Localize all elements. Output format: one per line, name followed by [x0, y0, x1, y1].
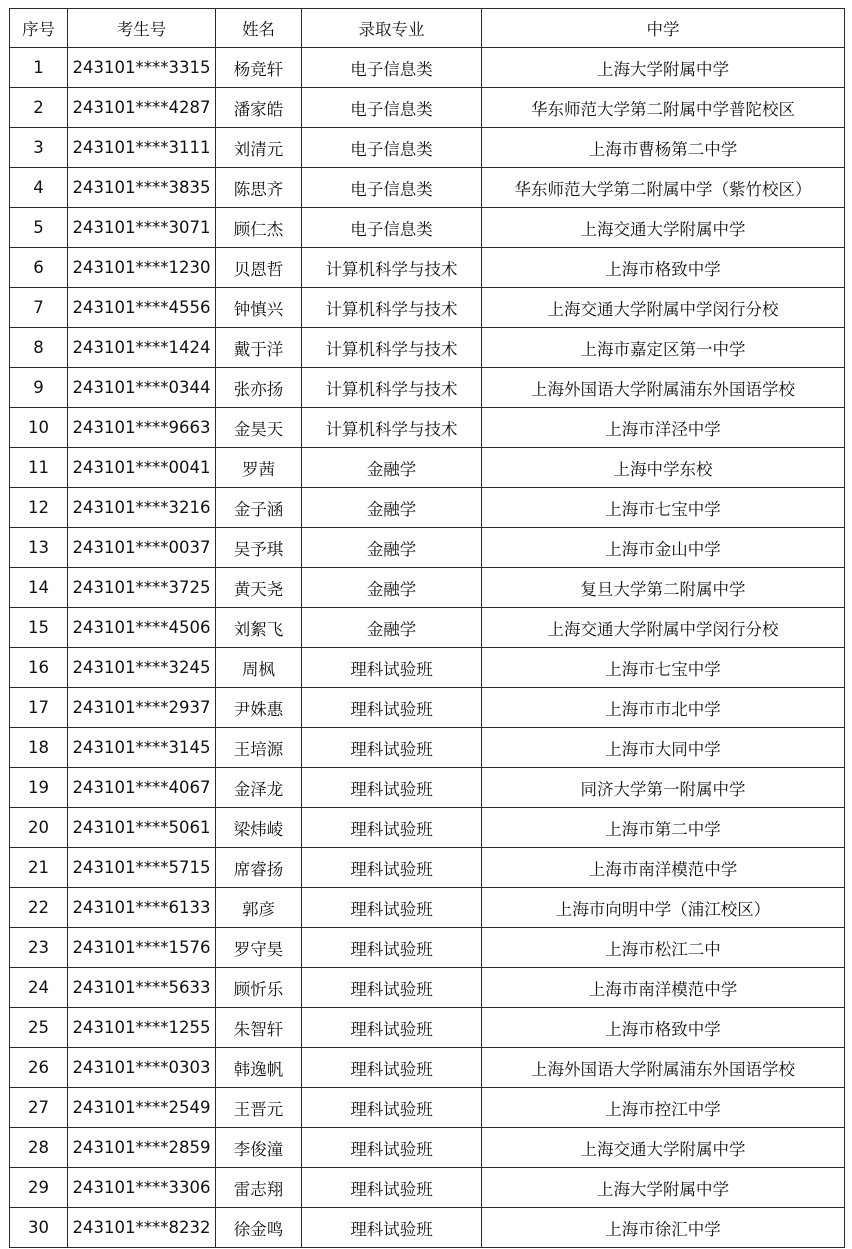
cell-name: 贝恩哲	[216, 248, 302, 288]
cell-major: 理科试验班	[302, 1128, 482, 1168]
cell-school: 上海市金山中学	[482, 528, 845, 568]
cell-school: 上海市南洋模范中学	[482, 968, 845, 1008]
cell-school: 复旦大学第二附属中学	[482, 568, 845, 608]
table-row	[10, 88, 845, 128]
cell-seq: 18	[10, 728, 68, 768]
table-row	[10, 568, 845, 608]
cell-candidate-id: 243101****0303	[68, 1048, 216, 1088]
cell-seq: 24	[10, 968, 68, 1008]
table-row	[10, 208, 845, 248]
cell-name: 徐金鸣	[216, 1208, 302, 1248]
cell-candidate-id: 243101****4067	[68, 768, 216, 808]
cell-candidate-id: 243101****3315	[68, 48, 216, 88]
cell-seq: 30	[10, 1208, 68, 1248]
cell-name: 罗茜	[216, 448, 302, 488]
cell-name: 杨竞轩	[216, 48, 302, 88]
cell-seq: 9	[10, 368, 68, 408]
cell-school: 上海外国语大学附属浦东外国语学校	[482, 368, 845, 408]
cell-seq: 15	[10, 608, 68, 648]
table-row	[10, 888, 845, 928]
cell-candidate-id: 243101****0037	[68, 528, 216, 568]
cell-school: 上海市曹杨第二中学	[482, 128, 845, 168]
cell-school: 上海交通大学附属中学闵行分校	[482, 608, 845, 648]
table-row	[10, 928, 845, 968]
header-major: 录取专业	[302, 9, 482, 48]
cell-name: 黄天尧	[216, 568, 302, 608]
cell-seq: 5	[10, 208, 68, 248]
cell-candidate-id: 243101****4556	[68, 288, 216, 328]
table-row	[10, 368, 845, 408]
cell-school: 上海大学附属中学	[482, 48, 845, 88]
cell-candidate-id: 243101****3306	[68, 1168, 216, 1208]
cell-major: 理科试验班	[302, 768, 482, 808]
cell-school: 上海外国语大学附属浦东外国语学校	[482, 1048, 845, 1088]
cell-name: 金泽龙	[216, 768, 302, 808]
cell-candidate-id: 243101****2937	[68, 688, 216, 728]
cell-name: 周枫	[216, 648, 302, 688]
cell-school: 上海市第二中学	[482, 808, 845, 848]
cell-major: 金融学	[302, 488, 482, 528]
table-row	[10, 488, 845, 528]
cell-school: 上海市七宝中学	[482, 648, 845, 688]
cell-major: 理科试验班	[302, 848, 482, 888]
cell-school: 上海市向明中学（浦江校区）	[482, 888, 845, 928]
table-row	[10, 448, 845, 488]
cell-school: 上海市格致中学	[482, 248, 845, 288]
cell-major: 理科试验班	[302, 928, 482, 968]
cell-school: 上海市市北中学	[482, 688, 845, 728]
cell-seq: 23	[10, 928, 68, 968]
cell-name: 郭彦	[216, 888, 302, 928]
cell-seq: 21	[10, 848, 68, 888]
cell-seq: 2	[10, 88, 68, 128]
cell-candidate-id: 243101****1230	[68, 248, 216, 288]
cell-school: 上海市嘉定区第一中学	[482, 328, 845, 368]
cell-seq: 1	[10, 48, 68, 88]
cell-school: 上海市洋泾中学	[482, 408, 845, 448]
cell-candidate-id: 243101****3145	[68, 728, 216, 768]
cell-school: 上海市松江二中	[482, 928, 845, 968]
cell-seq: 19	[10, 768, 68, 808]
cell-seq: 25	[10, 1008, 68, 1048]
table-row	[10, 808, 845, 848]
cell-major: 金融学	[302, 608, 482, 648]
cell-school: 上海交通大学附属中学	[482, 208, 845, 248]
table-row	[10, 48, 845, 88]
cell-school: 上海交通大学附属中学闵行分校	[482, 288, 845, 328]
cell-seq: 17	[10, 688, 68, 728]
cell-major: 计算机科学与技术	[302, 248, 482, 288]
cell-candidate-id: 243101****4506	[68, 608, 216, 648]
cell-candidate-id: 243101****1576	[68, 928, 216, 968]
cell-major: 金融学	[302, 448, 482, 488]
cell-seq: 4	[10, 168, 68, 208]
cell-seq: 8	[10, 328, 68, 368]
cell-candidate-id: 243101****3835	[68, 168, 216, 208]
cell-major: 计算机科学与技术	[302, 328, 482, 368]
cell-major: 理科试验班	[302, 808, 482, 848]
cell-name: 王培源	[216, 728, 302, 768]
header-seq: 序号	[10, 9, 68, 48]
cell-seq: 22	[10, 888, 68, 928]
cell-name: 金子涵	[216, 488, 302, 528]
cell-candidate-id: 243101****5715	[68, 848, 216, 888]
cell-seq: 3	[10, 128, 68, 168]
cell-name: 罗守昊	[216, 928, 302, 968]
cell-name: 王晋元	[216, 1088, 302, 1128]
cell-school: 同济大学第一附属中学	[482, 768, 845, 808]
cell-candidate-id: 243101****3216	[68, 488, 216, 528]
cell-seq: 26	[10, 1048, 68, 1088]
cell-seq: 11	[10, 448, 68, 488]
cell-name: 钟慎兴	[216, 288, 302, 328]
cell-school: 上海市七宝中学	[482, 488, 845, 528]
table-row	[10, 168, 845, 208]
cell-school: 上海中学东校	[482, 448, 845, 488]
cell-major: 金融学	[302, 528, 482, 568]
cell-major: 理科试验班	[302, 888, 482, 928]
cell-school: 上海市徐汇中学	[482, 1208, 845, 1248]
cell-candidate-id: 243101****0344	[68, 368, 216, 408]
cell-school: 上海市格致中学	[482, 1008, 845, 1048]
table-row	[10, 328, 845, 368]
cell-major: 理科试验班	[302, 1168, 482, 1208]
cell-name: 张亦扬	[216, 368, 302, 408]
table-row	[10, 1048, 845, 1088]
table-row	[10, 128, 845, 168]
cell-seq: 7	[10, 288, 68, 328]
cell-candidate-id: 243101****9663	[68, 408, 216, 448]
table-row	[10, 1168, 845, 1208]
table-row	[10, 688, 845, 728]
cell-major: 理科试验班	[302, 648, 482, 688]
cell-name: 吴予琪	[216, 528, 302, 568]
cell-name: 刘絮飞	[216, 608, 302, 648]
cell-candidate-id: 243101****3111	[68, 128, 216, 168]
table-row	[10, 528, 845, 568]
cell-school: 华东师范大学第二附属中学普陀校区	[482, 88, 845, 128]
cell-major: 电子信息类	[302, 48, 482, 88]
cell-major: 电子信息类	[302, 208, 482, 248]
table-row	[10, 768, 845, 808]
cell-seq: 16	[10, 648, 68, 688]
cell-candidate-id: 243101****5633	[68, 968, 216, 1008]
cell-major: 理科试验班	[302, 728, 482, 768]
header-candidate-id: 考生号	[68, 9, 216, 48]
cell-seq: 14	[10, 568, 68, 608]
cell-name: 尹姝惠	[216, 688, 302, 728]
admission-list-sheet	[9, 8, 845, 1248]
cell-major: 计算机科学与技术	[302, 368, 482, 408]
cell-major: 金融学	[302, 568, 482, 608]
table-row	[10, 1088, 845, 1128]
cell-school: 上海交通大学附属中学	[482, 1128, 845, 1168]
cell-name: 席睿扬	[216, 848, 302, 888]
table-row	[10, 848, 845, 888]
cell-major: 电子信息类	[302, 168, 482, 208]
cell-name: 陈思齐	[216, 168, 302, 208]
cell-seq: 20	[10, 808, 68, 848]
cell-name: 顾忻乐	[216, 968, 302, 1008]
cell-name: 韩逸帆	[216, 1048, 302, 1088]
cell-candidate-id: 243101****4287	[68, 88, 216, 128]
cell-school: 上海市控江中学	[482, 1088, 845, 1128]
table-row	[10, 1208, 845, 1248]
cell-major: 理科试验班	[302, 968, 482, 1008]
cell-candidate-id: 243101****8232	[68, 1208, 216, 1248]
table-body	[10, 48, 845, 1248]
cell-name: 刘清元	[216, 128, 302, 168]
cell-seq: 29	[10, 1168, 68, 1208]
cell-candidate-id: 243101****3071	[68, 208, 216, 248]
admission-table	[9, 8, 845, 1248]
table-row	[10, 1128, 845, 1168]
cell-name: 梁炜崚	[216, 808, 302, 848]
table-row	[10, 248, 845, 288]
cell-major: 电子信息类	[302, 128, 482, 168]
cell-seq: 13	[10, 528, 68, 568]
cell-name: 潘家皓	[216, 88, 302, 128]
cell-seq: 10	[10, 408, 68, 448]
cell-seq: 27	[10, 1088, 68, 1128]
cell-major: 理科试验班	[302, 1048, 482, 1088]
table-row	[10, 408, 845, 448]
cell-candidate-id: 243101****1424	[68, 328, 216, 368]
cell-name: 李俊潼	[216, 1128, 302, 1168]
cell-school: 上海市大同中学	[482, 728, 845, 768]
cell-seq: 28	[10, 1128, 68, 1168]
cell-major: 理科试验班	[302, 688, 482, 728]
cell-major: 电子信息类	[302, 88, 482, 128]
cell-school: 上海大学附属中学	[482, 1168, 845, 1208]
table-row	[10, 728, 845, 768]
header-school: 中学	[482, 9, 845, 48]
cell-major: 计算机科学与技术	[302, 408, 482, 448]
cell-candidate-id: 243101****0041	[68, 448, 216, 488]
table-row	[10, 648, 845, 688]
cell-school: 华东师范大学第二附属中学（紫竹校区）	[482, 168, 845, 208]
table-row	[10, 608, 845, 648]
cell-candidate-id: 243101****6133	[68, 888, 216, 928]
cell-seq: 12	[10, 488, 68, 528]
cell-major: 计算机科学与技术	[302, 288, 482, 328]
header-name: 姓名	[216, 9, 302, 48]
table-header-row	[10, 9, 845, 48]
cell-candidate-id: 243101****1255	[68, 1008, 216, 1048]
cell-name: 戴于洋	[216, 328, 302, 368]
cell-name: 雷志翔	[216, 1168, 302, 1208]
table-row	[10, 968, 845, 1008]
cell-candidate-id: 243101****5061	[68, 808, 216, 848]
cell-major: 理科试验班	[302, 1208, 482, 1248]
cell-seq: 6	[10, 248, 68, 288]
cell-candidate-id: 243101****2549	[68, 1088, 216, 1128]
cell-candidate-id: 243101****3725	[68, 568, 216, 608]
cell-school: 上海市南洋模范中学	[482, 848, 845, 888]
table-row	[10, 288, 845, 328]
cell-name: 顾仁杰	[216, 208, 302, 248]
cell-candidate-id: 243101****2859	[68, 1128, 216, 1168]
cell-name: 朱智轩	[216, 1008, 302, 1048]
cell-name: 金昊天	[216, 408, 302, 448]
cell-major: 理科试验班	[302, 1008, 482, 1048]
cell-candidate-id: 243101****3245	[68, 648, 216, 688]
table-row	[10, 1008, 845, 1048]
cell-major: 理科试验班	[302, 1088, 482, 1128]
